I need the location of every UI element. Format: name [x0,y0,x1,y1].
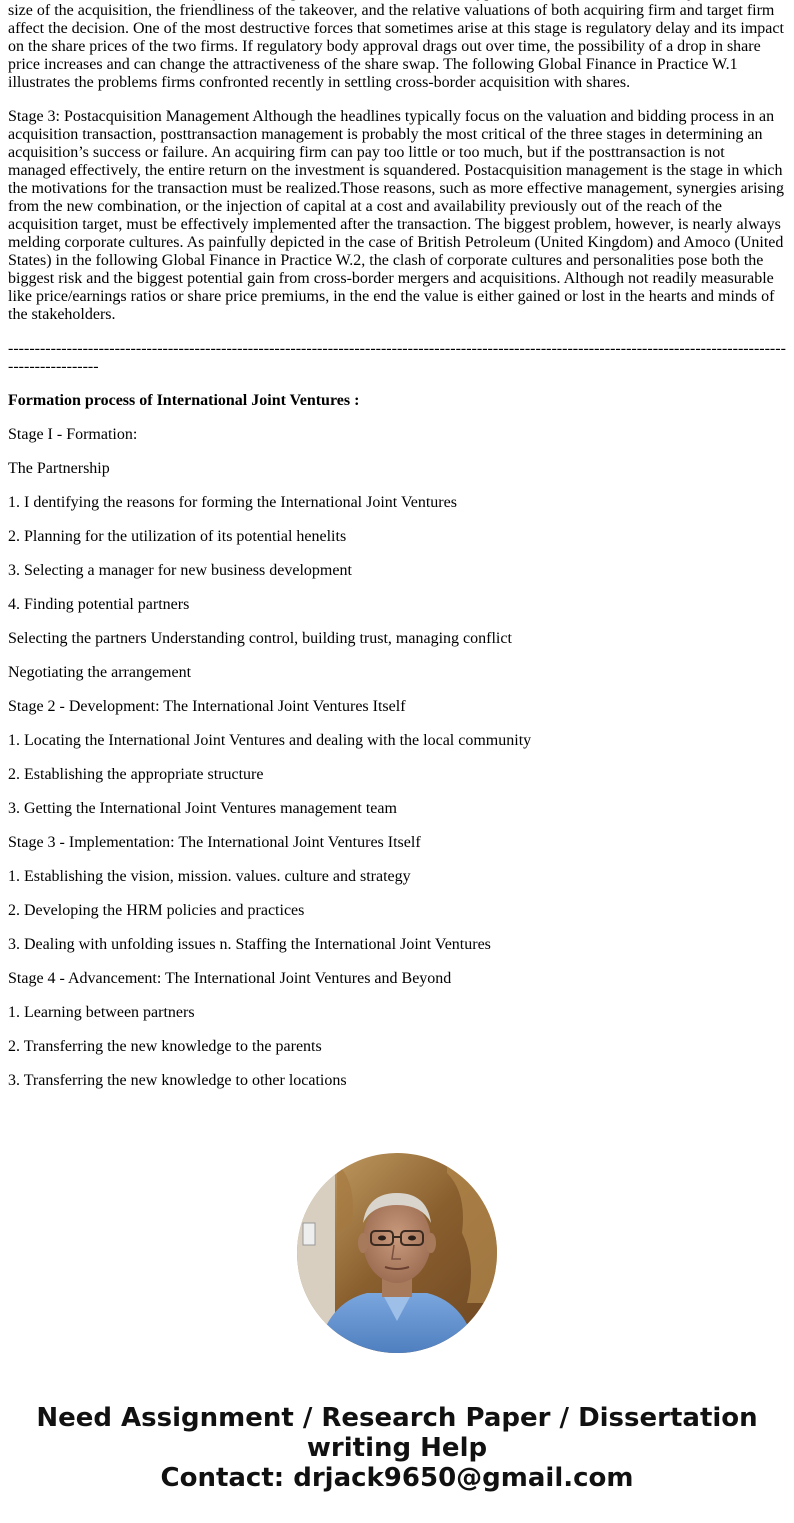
section-heading: Formation process of International Joint Ventures : [8,392,360,409]
list-item: 2. Transferring the new knowledge to the parents [8,1038,322,1055]
list-item: 4. Finding potential partners [8,596,190,613]
author-portrait-image [297,1153,497,1353]
list-item: Stage I - Formation: [8,426,138,443]
contact-email-text: Contact: drjack9650@gmail.com [160,1463,634,1493]
list-item: 1. I dentifying the reasons for forming the International Joint Ventures [8,494,457,511]
contact-footer [0,1403,794,1493]
list-item: 2. Developing the HRM policies and practices [8,902,305,919]
list-item: 1. Learning between partners [8,1004,195,1021]
divider-line: ------------------------------------------------------------------------------------------------------------------------------------------------------------------- [8,340,786,375]
list-item: Negotiating the arrangement [8,664,192,681]
help-banner-text: Need Assignment / Research Paper / Dissertation writing Help [36,1403,758,1463]
list-item: The Partnership [8,460,110,477]
author-avatar [297,1153,497,1353]
list-item: 1. Establishing the vision, mission. values. culture and strategy [8,868,411,885]
list-item: Stage 4 - Advancement: The International Joint Ventures and Beyond [8,970,452,987]
list-item: Stage 3 - Implementation: The International Joint Ventures Itself [8,834,421,851]
list-item: 3. Selecting a manager for new business development [8,562,352,579]
paragraph-stage2-tail: size of the acquisition, the friendliness of the takeover, and the relative valuations of both acquiring firm and target firm affect the decision. One of the most destructive forces that sometimes arise at this stage is regulatory delay and its impact on the share prices of the two firms. If regulatory body approval drags out over time, the possibility of a drop in share price increases and can change the attractiveness of the share swap. The following Global Finance in Practice W.1 illustrates the problems firms confronted recently in settling cross-border acquisition with shares. [8,2,784,91]
article-body [8,0,786,1106]
list-item: Stage 2 - Development: The International Joint Ventures Itself [8,698,406,715]
list-item: 3. Transferring the new knowledge to other locations [8,1072,347,1089]
list-item: Selecting the partners Understanding control, building trust, managing conflict [8,630,512,647]
list-item: 2. Planning for the utilization of its potential henelits [8,528,347,545]
list-item: 1. Locating the International Joint Ventures and dealing with the local community [8,732,532,749]
list-item: 3. Dealing with unfolding issues n. Staffing the International Joint Ventures [8,936,491,953]
paragraph-stage3-postacquisition: Stage 3: Postacquisition Management Although the headlines typically focus on the valuation and bidding process in an acquisition transaction, posttransaction management is probably the most critical of the three stages in determining an acquisition’s success or failure. An acquiring firm can pay too little or too much, but if the posttransaction is not managed effectively, the entire return on the investment is squandered. Postacquisition management is the stage in which the motivations for the transaction must be realized.Those reasons, such as more effective management, synergies arising from the new combination, or the injection of capital at a cost and availability previously out of the reach of the acquisition target, must be effectively implemented after the transaction. The biggest problem, however, is nearly always melding corporate cultures. As painfully depicted in the case of British Petroleum (United Kingdom) and Amoco (United States) in the following Global Finance in Practice W.2, the clash of corporate cultures and personalities pose both the biggest risk and the biggest potential gain from cross-border mergers and acquisitions. Although not readily measurable like price/earnings ratios or share price premiums, in the end the value is either gained or lost in the hearts and minds of the stakeholders. [8,108,785,323]
list-item: 2. Establishing the appropriate structure [8,766,264,783]
list-item: 3. Getting the International Joint Ventures management team [8,800,397,817]
